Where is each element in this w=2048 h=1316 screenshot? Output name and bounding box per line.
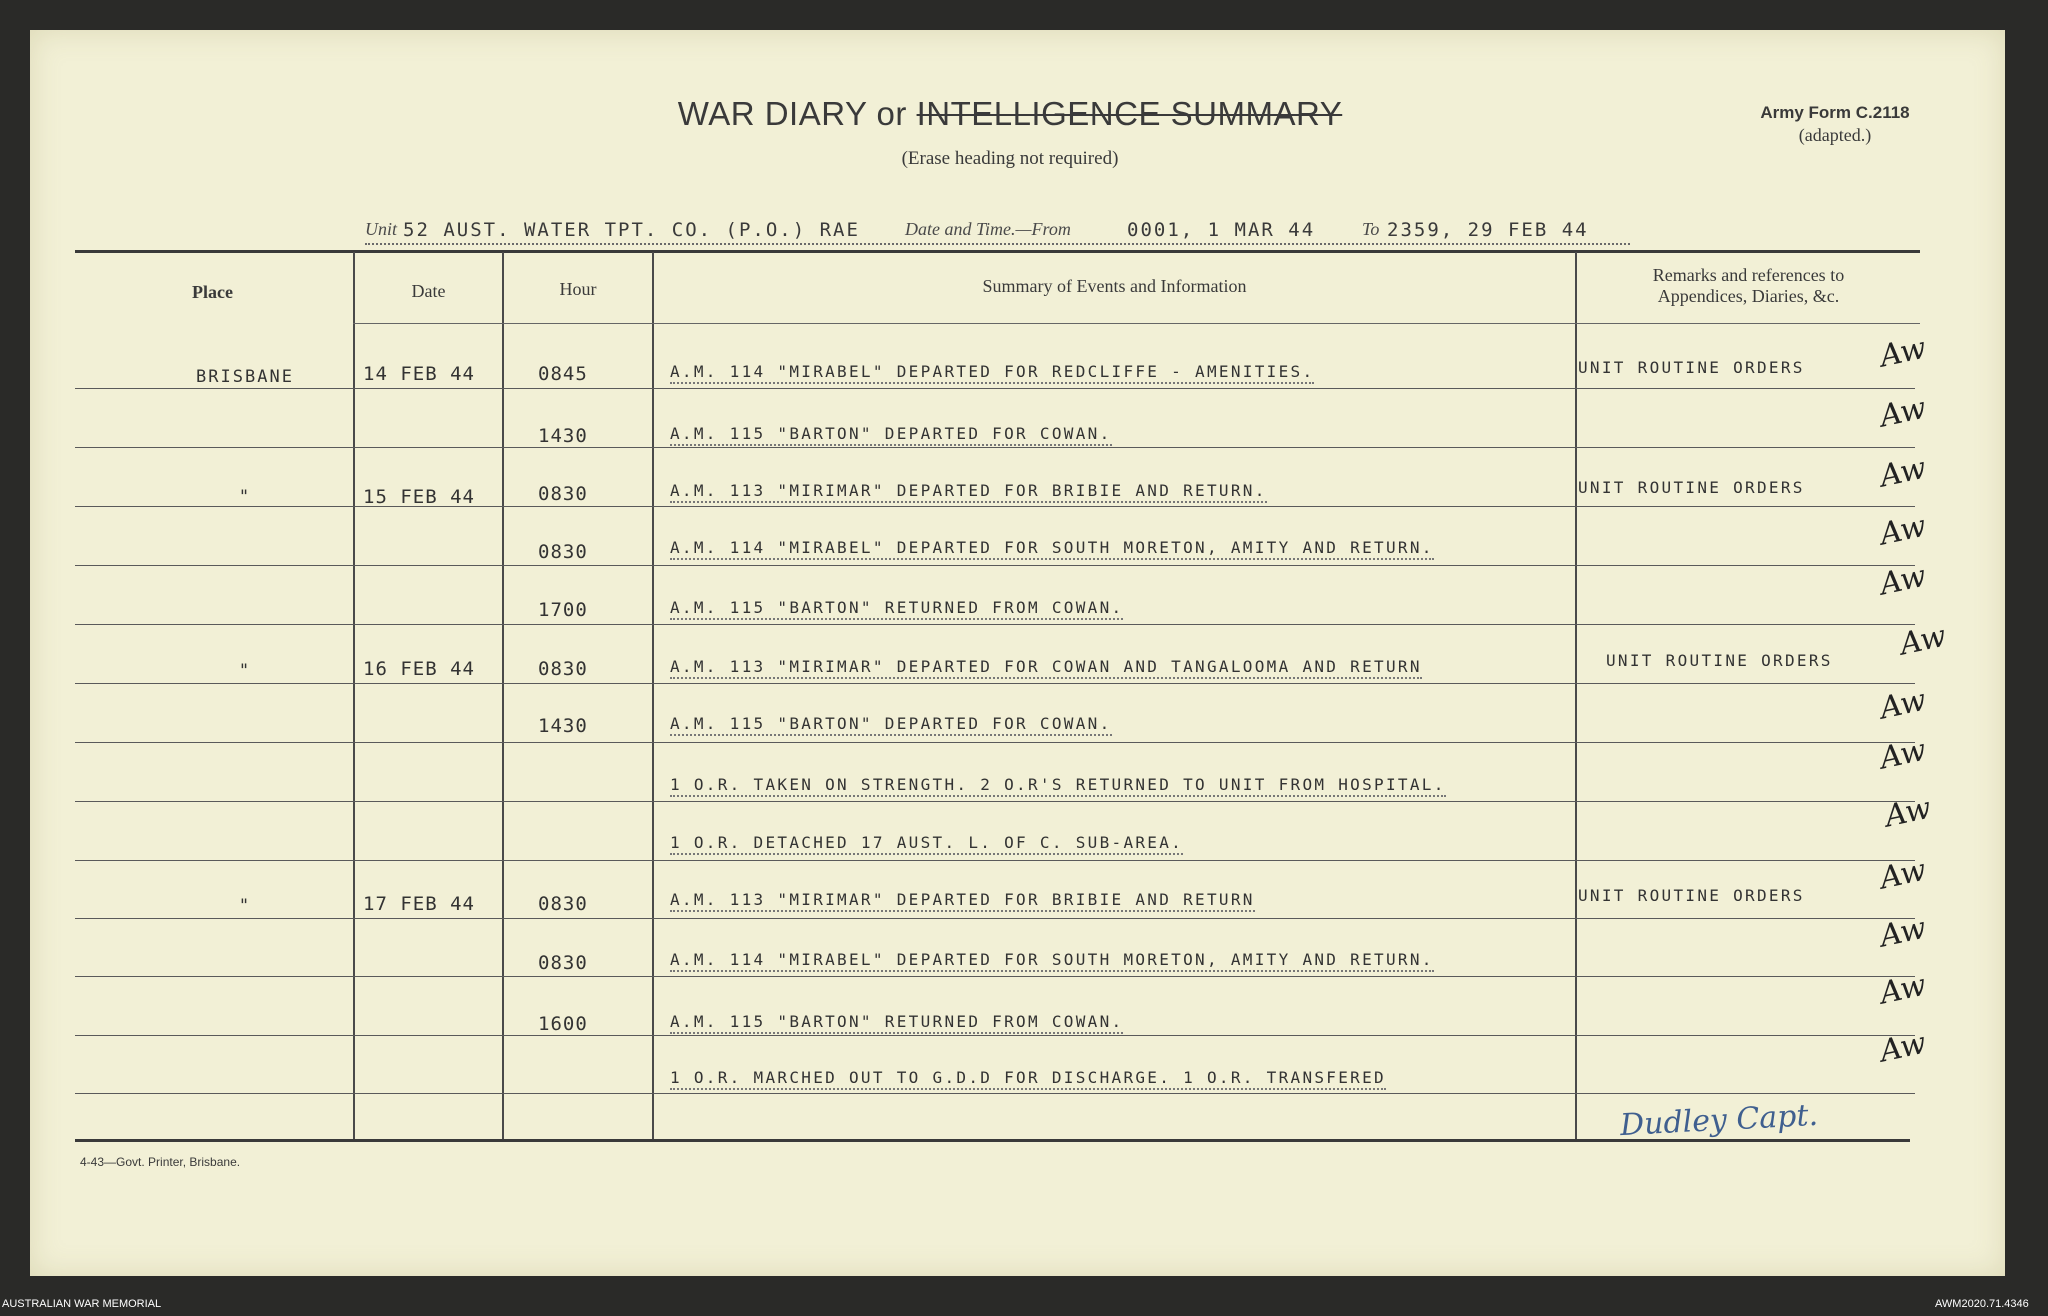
row-place: "	[238, 661, 252, 681]
row-initials: Aw	[1876, 330, 1930, 375]
row-rule	[75, 1093, 1915, 1094]
to-label: To	[1362, 219, 1380, 239]
row-summary: A.M. 114 "MIRABEL" DEPARTED FOR SOUTH MORETON, AMITY AND RETURN.	[670, 538, 1434, 560]
row-initials: Aw	[1876, 390, 1930, 435]
row-rule	[75, 683, 1915, 684]
row-initials: Aw	[1881, 790, 1935, 835]
row-summary: A.M. 115 "BARTON" RETURNED FROM COWAN.	[670, 1012, 1123, 1034]
row-initials: Aw	[1876, 508, 1930, 553]
page-title	[570, 95, 1450, 133]
unit-value: 52 AUST. WATER TPT. CO. (P.O.) RAE	[403, 219, 860, 241]
row-place: "	[238, 487, 252, 507]
row-summary: A.M. 115 "BARTON" DEPARTED FOR COWAN.	[670, 424, 1112, 446]
column-divider	[1575, 252, 1577, 1140]
row-rule	[75, 565, 1915, 566]
officer-signature: Dudley Capt.	[1619, 1097, 1819, 1144]
row-initials: Aw	[1876, 558, 1930, 603]
row-summary: 1 O.R. DETACHED 17 AUST. L. OF C. SUB-AREA.	[670, 833, 1183, 855]
title-struck: INTELLIGENCE SUMMARY	[916, 95, 1343, 132]
column-divider	[353, 252, 355, 1140]
header-remarks-line2: Appendices, Diaries, &c.	[1657, 286, 1840, 306]
row-summary: A.M. 113 "MIRIMAR" DEPARTED FOR COWAN AND TANGALOOMA AND RETURN	[670, 657, 1422, 679]
subtitle: (Erase heading not required)	[901, 148, 1119, 169]
row-summary: A.M. 114 "MIRABEL" DEPARTED FOR SOUTH MORETON, AMITY AND RETURN.	[670, 950, 1434, 972]
row-initials: Aw	[1876, 682, 1930, 727]
row-rule	[75, 1035, 1915, 1036]
from-value: 0001, 1 MAR 44	[1127, 219, 1316, 241]
row-summary: A.M. 114 "MIRABEL" DEPARTED FOR REDCLIFFE - AMENITIES.	[670, 362, 1314, 384]
header-remarks	[1577, 265, 1920, 307]
row-hour: 0845	[538, 363, 588, 385]
row-initials: Aw	[1876, 1025, 1930, 1070]
row-initials: Aw	[1896, 618, 1950, 663]
row-date: 17 FEB 44	[363, 893, 475, 915]
title-main: WAR DIARY or	[677, 95, 907, 132]
row-date: 16 FEB 44	[363, 658, 475, 680]
header-remarks-line1: Remarks and references to	[1652, 265, 1845, 285]
to-value: 2359, 29 FEB 44	[1387, 219, 1589, 241]
form-note: (adapted.)	[1798, 125, 1872, 145]
row-place: "	[238, 896, 252, 916]
row-initials: Aw	[1876, 732, 1930, 777]
row-remarks: UNIT ROUTINE ORDERS	[1578, 886, 1805, 905]
archive-reference: AWM2020.71.4346	[1935, 1298, 2029, 1310]
row-rule	[75, 801, 1915, 802]
unit-label: Unit	[365, 219, 398, 239]
form-name: Army Form C.2118	[1760, 103, 1910, 122]
row-initials: Aw	[1876, 450, 1930, 495]
row-rule	[75, 918, 1915, 919]
header-hour: Hour	[559, 279, 597, 299]
printer-note: 4-43—Govt. Printer, Brisbane.	[80, 1155, 241, 1169]
row-rule	[75, 860, 1915, 861]
row-summary: 1 O.R. MARCHED OUT TO G.D.D FOR DISCHARGE. 1 O.R. TRANSFERED	[670, 1068, 1386, 1090]
row-summary: A.M. 113 "MIRIMAR" DEPARTED FOR BRIBIE AND RETURN.	[670, 481, 1267, 503]
row-hour: 0830	[538, 952, 588, 974]
row-summary: 1 O.R. TAKEN ON STRENGTH. 2 O.R'S RETURNED TO UNIT FROM HOSPITAL.	[670, 775, 1446, 797]
unit-line	[365, 215, 1630, 245]
row-rule	[75, 624, 1915, 625]
row-remarks: UNIT ROUTINE ORDERS	[1578, 358, 1805, 377]
row-hour: 0830	[538, 658, 588, 680]
row-initials: Aw	[1876, 910, 1930, 955]
row-rule	[75, 506, 1915, 507]
header-date: Date	[411, 281, 446, 301]
row-hour: 0830	[538, 483, 588, 505]
date-time-label: Date and Time.—From	[905, 219, 1071, 239]
form-reference	[1690, 102, 1980, 146]
row-rule	[75, 976, 1915, 977]
row-hour: 0830	[538, 893, 588, 915]
row-rule	[75, 742, 1915, 743]
row-summary: A.M. 113 "MIRIMAR" DEPARTED FOR BRIBIE AND RETURN	[670, 890, 1255, 912]
row-date: 15 FEB 44	[363, 486, 475, 508]
archive-credit: AUSTRALIAN WAR MEMORIAL	[2, 1298, 162, 1310]
row-rule	[75, 447, 1915, 448]
row-initials: Aw	[1876, 852, 1930, 897]
column-divider	[502, 252, 504, 1140]
row-date: 14 FEB 44	[363, 363, 475, 385]
header-place: Place	[192, 282, 233, 302]
row-hour: 1430	[538, 425, 588, 447]
row-remarks: UNIT ROUTINE ORDERS	[1578, 478, 1805, 497]
row-remarks: UNIT ROUTINE ORDERS	[1606, 651, 1833, 670]
header-summary: Summary of Events and Information	[982, 276, 1247, 296]
row-summary: A.M. 115 "BARTON" RETURNED FROM COWAN.	[670, 598, 1123, 620]
column-divider	[652, 252, 654, 1140]
table-top-rule	[75, 250, 1920, 253]
row-summary: A.M. 115 "BARTON" DEPARTED FOR COWAN.	[670, 714, 1112, 736]
header-underline	[1575, 323, 1920, 324]
row-initials: Aw	[1876, 967, 1930, 1012]
row-place: BRISBANE	[196, 367, 294, 387]
row-hour: 1600	[538, 1013, 588, 1035]
row-rule	[75, 388, 1915, 389]
row-hour: 0830	[538, 541, 588, 563]
row-hour: 1430	[538, 715, 588, 737]
header-underline	[353, 323, 1575, 324]
row-hour: 1700	[538, 599, 588, 621]
